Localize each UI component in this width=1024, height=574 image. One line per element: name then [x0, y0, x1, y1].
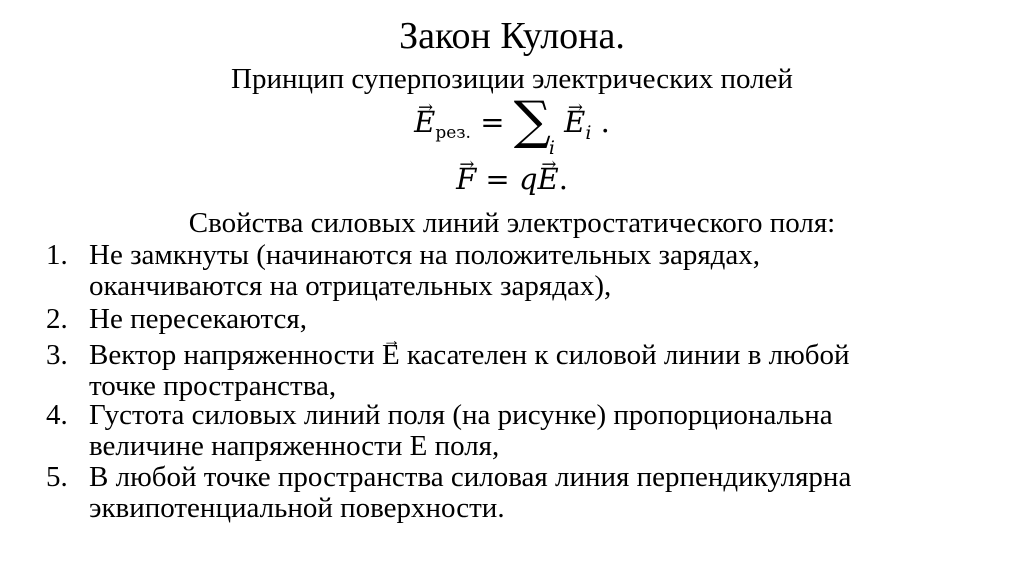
slide-title: Закон Кулона. [399, 15, 625, 57]
item-line: В любой точке пространства силовая линия перпендикулярна [89, 461, 852, 493]
item-number: 5. [46, 461, 68, 493]
item-text [89, 400, 989, 462]
field-vector-symbol: → E [382, 340, 400, 371]
charge-symbol: q [518, 162, 538, 196]
item-line: величине напряженности E поля, [89, 430, 500, 462]
item-number: 4. [46, 399, 68, 431]
formula-end: . [600, 105, 610, 139]
superposition-formula [0, 91, 1024, 165]
equals-sign: = [480, 105, 505, 139]
item-text [89, 462, 989, 524]
equals-sign: = [485, 162, 510, 196]
force-formula [0, 162, 1024, 196]
item-text [89, 340, 989, 402]
item-number: 1. [46, 239, 68, 271]
field-vector-symbol: → E [538, 162, 559, 196]
item-text [89, 240, 989, 302]
force-vector-symbol: → F [456, 162, 476, 196]
slide-subtitle: Принцип суперпозиции электрических полей [231, 63, 793, 95]
sum-symbol: ∑ [513, 91, 551, 151]
item-number: 2. [46, 303, 68, 335]
component-vector-symbol: → E [564, 105, 585, 139]
item-number: 3. [46, 339, 68, 371]
item-text [89, 304, 989, 335]
item-line: Не замкнуты (начинаются на положительных зарядах, [89, 239, 761, 271]
resultant-subscript: рез. [435, 123, 471, 143]
item-line: Густота силовых линий поля (на рисунке) пропорциональна [89, 399, 833, 431]
item-line-part: касателен к силовой линии в любой [399, 339, 850, 371]
item-line: Не пересекаются, [89, 303, 307, 335]
field-vector-symbol: → E [414, 105, 435, 139]
item-line: точке пространства, [89, 370, 337, 402]
item-line: эквипотенциальной поверхности. [89, 492, 505, 524]
component-subscript: i [585, 122, 592, 144]
sum-index: i [548, 137, 555, 159]
properties-heading: Свойства силовых линий электростатического поля: [188, 207, 836, 239]
formula-end: . [558, 162, 568, 196]
item-line [89, 340, 989, 371]
item-line-part: Вектор напряженности [89, 339, 382, 371]
item-line: оканчиваются на отрицательных зарядах), [89, 270, 612, 302]
